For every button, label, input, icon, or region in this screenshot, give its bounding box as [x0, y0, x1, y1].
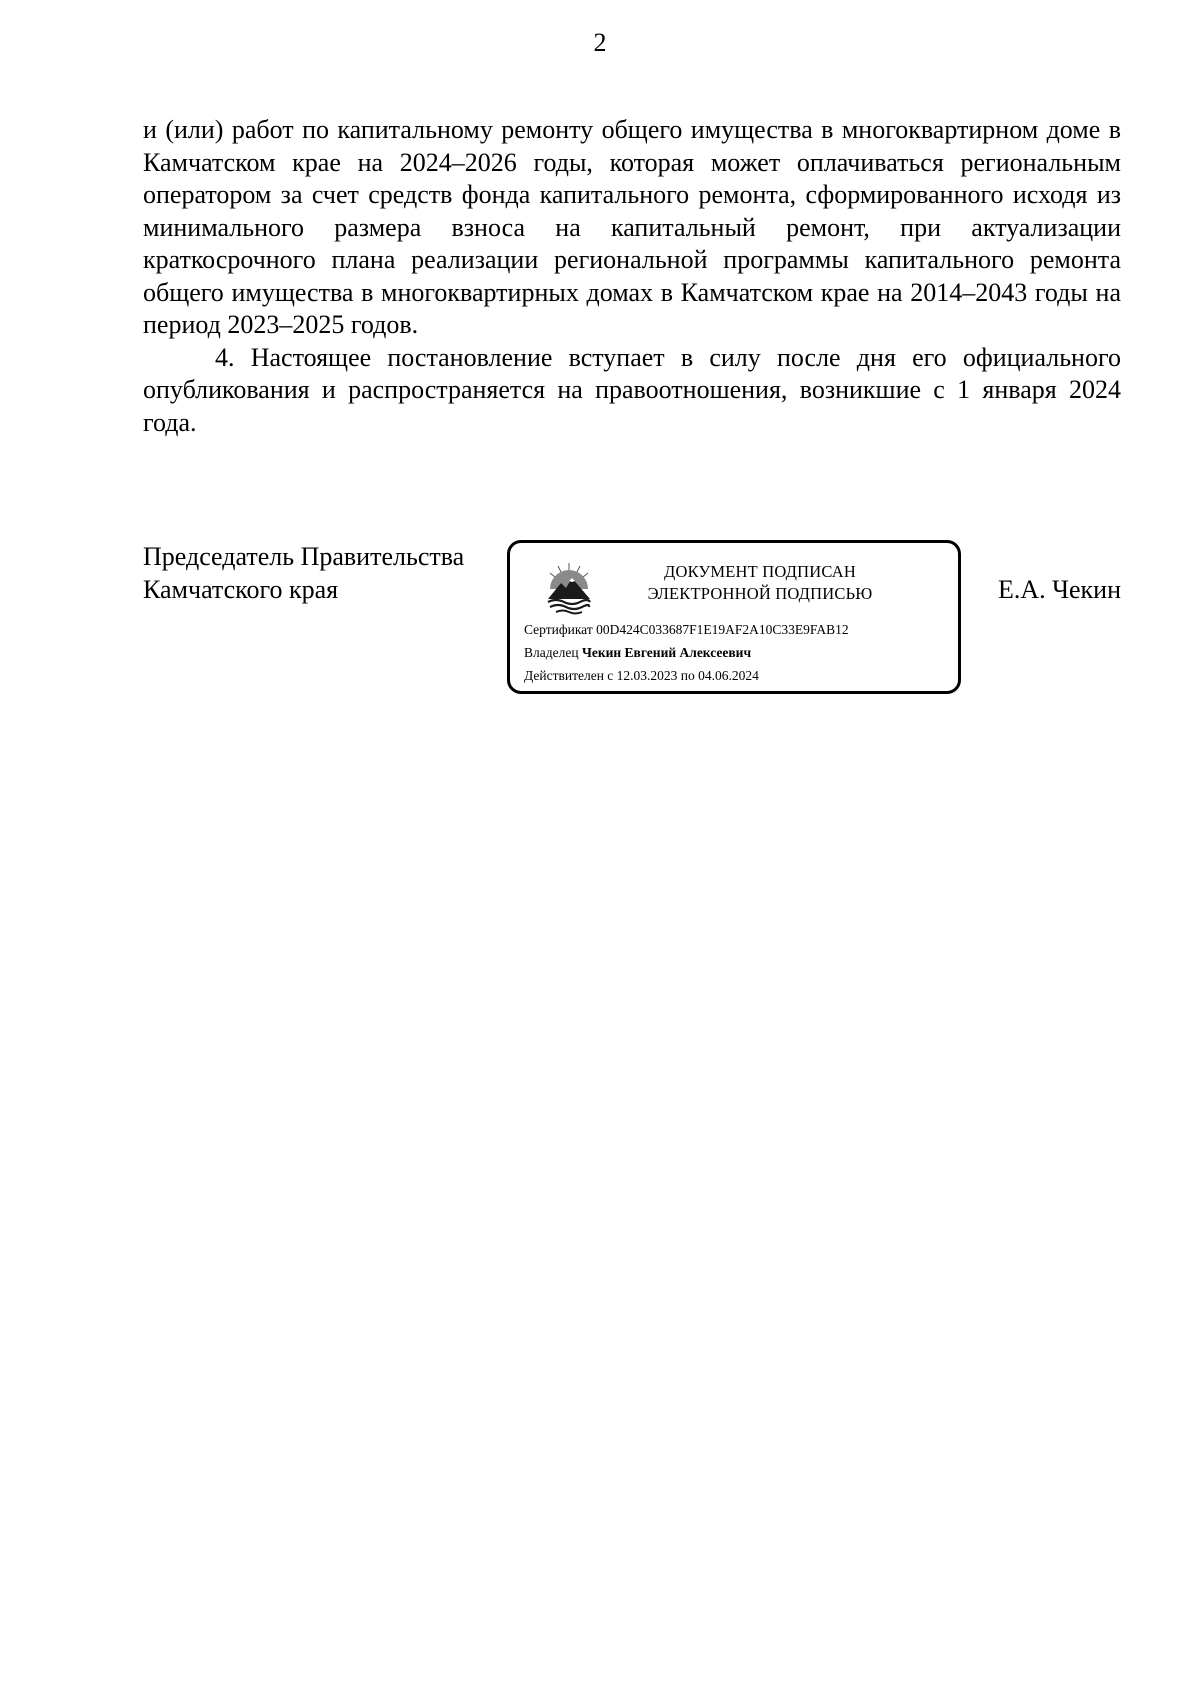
paragraph-item-4: 4. Настоящее постановление вступает в силу после дня его официального опубликования и распространяется на правоотношения, возникшие с 1 января 2024 года. — [143, 342, 1121, 437]
signer-title-line-2: Камчатского края — [143, 575, 339, 604]
signer-title — [143, 540, 464, 606]
valid-to-label: по — [680, 668, 695, 683]
electronic-signature-stamp — [507, 540, 961, 694]
valid-from-label: Действителен с — [524, 668, 614, 683]
kamchatka-emblem-icon — [544, 561, 594, 617]
valid-to-date: 04.06.2024 — [698, 668, 759, 683]
signer-name: Е.А. Чекин — [997, 575, 1121, 604]
certificate-value: 00D424C033687F1E19AF2A10C33E9FAB12 — [596, 622, 849, 637]
stamp-owner — [524, 644, 751, 662]
certificate-label: Сертификат — [524, 622, 593, 637]
stamp-validity — [524, 667, 759, 685]
stamp-heading-line-2: ЭЛЕКТРОННОЙ ПОДПИСЬЮ — [647, 584, 873, 603]
stamp-certificate — [524, 621, 849, 639]
owner-label: Владелец — [524, 645, 579, 660]
page-number: 2 — [593, 28, 607, 57]
valid-from-date: 12.03.2023 — [616, 668, 678, 683]
paragraph-continuation: и (или) работ по капитальному ремонту общего имущества в многоквартирном доме в Камчатском крае на 2024–2026 годы, которая может оплачиваться региональным оператором за счет средств фонда капитального ремонта, сформированного исходя из минимального размера взноса на капитальный ремонт, при актуализации краткосрочного плана реализации региональной программы капитального ремонта общего имущества в многоквартирных домах в Камчатском крае на 2014–2043 годы на период 2023–2025 годов. — [143, 115, 1121, 339]
document-body — [143, 114, 1121, 439]
stamp-heading — [610, 561, 910, 605]
owner-value: Чекин Евгений Алексеевич — [581, 645, 752, 660]
stamp-heading-line-1: ДОКУМЕНТ ПОДПИСАН — [664, 562, 856, 581]
signer-title-line-1: Председатель Правительства — [143, 542, 465, 571]
